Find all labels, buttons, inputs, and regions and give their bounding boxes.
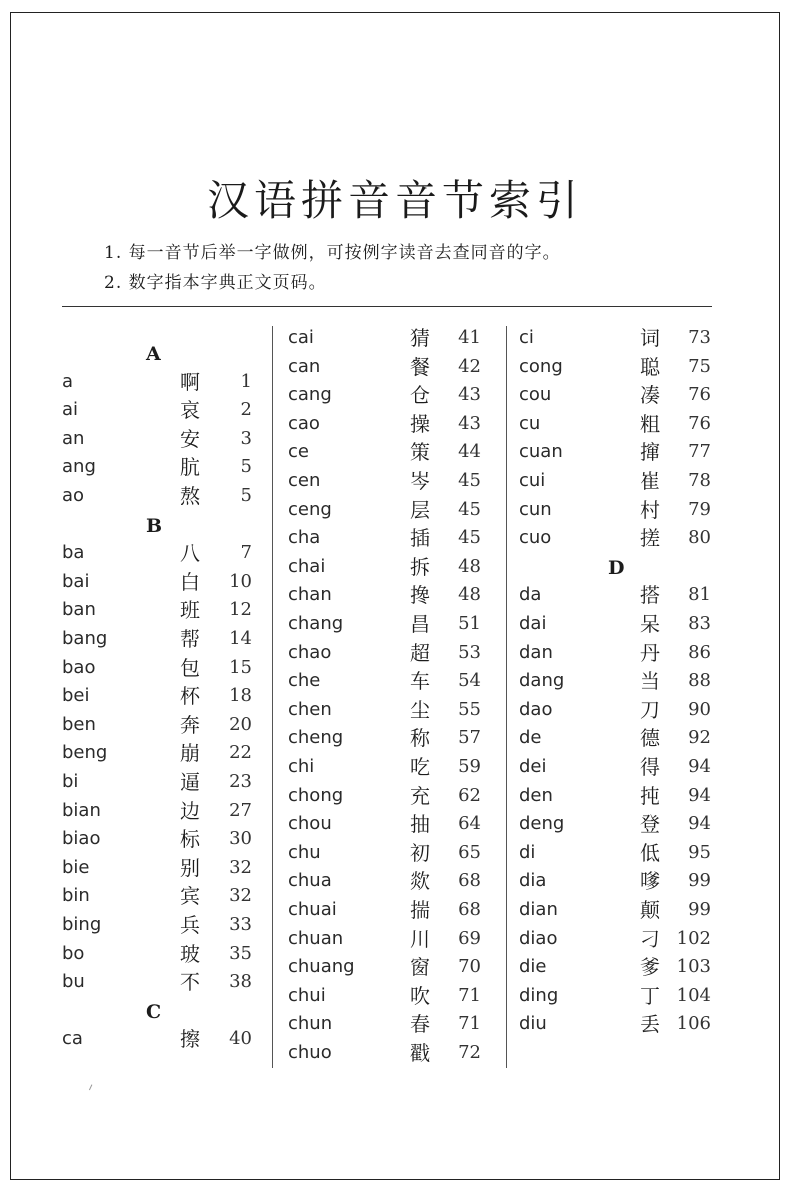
entry-pinyin: di bbox=[519, 841, 536, 863]
entry-pinyin: cheng bbox=[288, 727, 344, 749]
index-entry bbox=[519, 753, 711, 781]
index-entry bbox=[288, 1010, 481, 1038]
entry-pinyin: chen bbox=[288, 698, 332, 720]
entry-pinyin: chuo bbox=[288, 1042, 332, 1063]
index-entry bbox=[62, 940, 252, 968]
entry-page-number: 45 bbox=[458, 498, 481, 520]
index-entry bbox=[288, 467, 481, 495]
entry-pinyin: cou bbox=[519, 384, 552, 406]
index-entry bbox=[519, 410, 711, 438]
index-entry bbox=[519, 1010, 711, 1038]
entry-page-number: 76 bbox=[688, 384, 711, 406]
entry-page-number: 32 bbox=[229, 856, 252, 878]
entry-pinyin: beng bbox=[62, 742, 108, 764]
index-entry bbox=[62, 797, 252, 825]
entry-example-char: 不 bbox=[180, 970, 200, 995]
entry-pinyin: bian bbox=[62, 799, 101, 821]
entry-example-char: 超 bbox=[410, 640, 430, 665]
entry-page-number: 1 bbox=[240, 370, 252, 392]
entry-example-char: 策 bbox=[410, 440, 430, 465]
entry-page-number: 5 bbox=[240, 456, 252, 478]
entry-pinyin: ben bbox=[62, 713, 96, 735]
entry-example-char: 刀 bbox=[640, 697, 660, 722]
index-entry bbox=[62, 968, 252, 996]
entry-example-char: 逼 bbox=[180, 770, 200, 794]
entry-pinyin: cuo bbox=[519, 527, 552, 549]
index-entry bbox=[288, 953, 481, 981]
entry-page-number: 54 bbox=[458, 670, 481, 692]
index-entry bbox=[519, 639, 711, 667]
entry-example-char: 呆 bbox=[640, 612, 660, 636]
entry-example-char: 别 bbox=[180, 855, 200, 880]
index-entry bbox=[288, 353, 481, 381]
index-entry bbox=[288, 724, 481, 752]
entry-example-char: 爹 bbox=[640, 955, 660, 980]
entry-pinyin: bi bbox=[62, 771, 79, 792]
entry-pinyin: ceng bbox=[288, 498, 332, 520]
entry-example-char: 帮 bbox=[180, 627, 200, 651]
entry-page-number: 90 bbox=[688, 698, 711, 720]
index-entry bbox=[519, 353, 711, 381]
index-entry bbox=[519, 581, 711, 609]
entry-example-char: 层 bbox=[410, 497, 430, 522]
entry-example-char: 撺 bbox=[640, 440, 660, 465]
index-entry bbox=[62, 882, 252, 910]
entry-page-number: 103 bbox=[676, 956, 711, 978]
index-entry bbox=[519, 438, 711, 466]
entry-pinyin: deng bbox=[519, 813, 565, 835]
entry-example-char: 当 bbox=[640, 669, 660, 694]
index-entry bbox=[62, 739, 252, 767]
entry-page-number: 99 bbox=[688, 870, 711, 892]
entry-pinyin: bing bbox=[62, 914, 102, 935]
index-entry bbox=[288, 867, 481, 895]
index-entry bbox=[62, 625, 252, 653]
entry-example-char: 丹 bbox=[640, 640, 660, 665]
entry-page-number: 94 bbox=[688, 784, 711, 806]
index-entry bbox=[519, 839, 711, 867]
entry-page-number: 32 bbox=[229, 885, 252, 907]
entry-pinyin: bei bbox=[62, 685, 90, 707]
entry-example-char: 包 bbox=[180, 655, 200, 680]
entry-page-number: 38 bbox=[229, 971, 252, 993]
entry-example-char: 吹 bbox=[410, 983, 430, 1008]
entry-pinyin: chang bbox=[288, 613, 344, 634]
index-entry bbox=[288, 581, 481, 609]
entry-page-number: 76 bbox=[688, 412, 711, 434]
index-entry bbox=[288, 667, 481, 695]
index-entry bbox=[288, 639, 481, 667]
entry-example-char: 充 bbox=[410, 783, 430, 808]
entry-example-char: 登 bbox=[640, 812, 660, 837]
entry-example-char: 杯 bbox=[180, 684, 200, 709]
entry-page-number: 33 bbox=[229, 914, 252, 935]
entry-page-number: 81 bbox=[688, 584, 711, 606]
index-entry bbox=[288, 553, 481, 581]
index-entry bbox=[62, 396, 252, 424]
entry-pinyin: cong bbox=[519, 355, 563, 377]
entry-page-number: 64 bbox=[458, 813, 481, 835]
entry-example-char: 村 bbox=[640, 497, 660, 522]
section-letter: D bbox=[608, 556, 625, 579]
index-entry bbox=[288, 753, 481, 781]
entry-pinyin: cuan bbox=[519, 441, 563, 463]
entry-pinyin: dan bbox=[519, 641, 553, 663]
entry-example-char: 丁 bbox=[640, 983, 660, 1008]
entry-pinyin: dia bbox=[519, 870, 547, 892]
entry-pinyin: ang bbox=[62, 456, 96, 478]
entry-page-number: 30 bbox=[229, 828, 252, 850]
entry-example-char: 粗 bbox=[640, 411, 660, 436]
entry-pinyin: da bbox=[519, 584, 542, 606]
index-entry bbox=[519, 610, 711, 638]
entry-pinyin: cai bbox=[288, 327, 314, 348]
entry-pinyin: diu bbox=[519, 1013, 547, 1035]
entry-example-char: 崩 bbox=[180, 741, 200, 766]
entry-example-char: 称 bbox=[410, 726, 430, 751]
entry-page-number: 18 bbox=[229, 685, 252, 707]
entry-pinyin: ban bbox=[62, 599, 96, 621]
entry-page-number: 14 bbox=[229, 628, 252, 649]
entry-example-char: 八 bbox=[180, 541, 200, 566]
entry-pinyin: bu bbox=[62, 971, 85, 993]
entry-page-number: 68 bbox=[458, 870, 481, 892]
index-entry bbox=[62, 539, 252, 567]
entry-page-number: 15 bbox=[229, 656, 252, 678]
entry-page-number: 45 bbox=[458, 470, 481, 491]
entry-example-char: 班 bbox=[180, 598, 200, 623]
entry-example-char: 刁 bbox=[640, 926, 660, 951]
entry-example-char: 啊 bbox=[180, 369, 200, 394]
entry-page-number: 83 bbox=[688, 613, 711, 634]
entry-example-char: 尘 bbox=[410, 697, 430, 722]
entry-example-char: 插 bbox=[410, 526, 430, 551]
index-entry bbox=[62, 711, 252, 739]
entry-page-number: 10 bbox=[229, 570, 252, 592]
entry-example-char: 擦 bbox=[180, 1027, 200, 1052]
entry-pinyin: ci bbox=[519, 327, 534, 348]
header-rule bbox=[62, 306, 712, 307]
entry-example-char: 抽 bbox=[410, 812, 430, 837]
entry-pinyin: chui bbox=[288, 984, 326, 1006]
entry-pinyin: dian bbox=[519, 899, 558, 920]
index-entry bbox=[519, 782, 711, 810]
entry-page-number: 20 bbox=[229, 713, 252, 735]
entry-example-char: 哀 bbox=[180, 398, 200, 423]
entry-example-char: 欻 bbox=[410, 869, 430, 894]
entry-pinyin: chan bbox=[288, 584, 332, 606]
entry-example-char: 白 bbox=[180, 569, 200, 594]
entry-page-number: 73 bbox=[688, 327, 711, 348]
entry-pinyin: a bbox=[62, 370, 74, 392]
entry-example-char: 低 bbox=[640, 840, 660, 865]
index-entry bbox=[288, 982, 481, 1010]
entry-pinyin: cha bbox=[288, 527, 321, 549]
entry-pinyin: ba bbox=[62, 542, 85, 564]
section-letter: A bbox=[146, 343, 161, 365]
index-entry bbox=[519, 467, 711, 495]
entry-pinyin: die bbox=[519, 956, 547, 978]
entry-page-number: 79 bbox=[688, 498, 711, 520]
entry-example-char: 聪 bbox=[640, 354, 660, 379]
entry-pinyin: bo bbox=[62, 942, 85, 964]
entry-pinyin: cun bbox=[519, 498, 552, 520]
index-entry bbox=[519, 667, 711, 695]
entry-pinyin: chua bbox=[288, 870, 332, 892]
index-entry bbox=[519, 896, 711, 924]
entry-page-number: 95 bbox=[688, 841, 711, 863]
entry-page-number: 53 bbox=[458, 641, 481, 663]
index-entry bbox=[519, 724, 711, 752]
entry-example-char: 熬 bbox=[180, 484, 200, 508]
index-entry bbox=[288, 696, 481, 724]
entry-page-number: 71 bbox=[458, 984, 481, 1006]
index-entry bbox=[519, 381, 711, 409]
entry-example-char: 标 bbox=[180, 827, 200, 852]
entry-example-char: 词 bbox=[640, 326, 660, 350]
entry-pinyin: ca bbox=[62, 1028, 83, 1050]
note-2: 2. 数字指本字典正文页码。 bbox=[104, 273, 327, 293]
entry-page-number: 65 bbox=[458, 841, 481, 863]
index-entry bbox=[288, 438, 481, 466]
index-entry bbox=[519, 810, 711, 838]
entry-pinyin: bie bbox=[62, 856, 90, 878]
section-letter: C bbox=[146, 1000, 162, 1023]
index-entry bbox=[62, 568, 252, 596]
entry-page-number: 22 bbox=[229, 742, 252, 764]
entry-pinyin: can bbox=[288, 355, 321, 377]
entry-page-number: 77 bbox=[688, 441, 711, 463]
entry-example-char: 春 bbox=[410, 1012, 430, 1037]
entry-example-char: 猜 bbox=[410, 326, 430, 350]
index-entry bbox=[62, 854, 252, 882]
index-entry bbox=[519, 696, 711, 724]
entry-pinyin: ao bbox=[62, 485, 85, 506]
entry-page-number: 48 bbox=[458, 555, 481, 577]
entry-pinyin: bai bbox=[62, 570, 90, 592]
entry-example-char: 宾 bbox=[180, 884, 200, 909]
entry-example-char: 丢 bbox=[640, 1012, 660, 1037]
entry-page-number: 51 bbox=[458, 613, 481, 634]
entry-example-char: 仓 bbox=[410, 383, 430, 408]
index-entry bbox=[62, 654, 252, 682]
entry-pinyin: cen bbox=[288, 470, 321, 491]
entry-pinyin: de bbox=[519, 727, 542, 749]
entry-example-char: 搀 bbox=[410, 583, 430, 608]
index-entry bbox=[62, 911, 252, 939]
entry-page-number: 44 bbox=[458, 441, 481, 463]
entry-pinyin: ce bbox=[288, 441, 309, 463]
index-entry bbox=[288, 324, 481, 352]
index-entry bbox=[519, 324, 711, 352]
entry-example-char: 吃 bbox=[410, 755, 430, 779]
entry-page-number: 23 bbox=[229, 771, 252, 792]
entry-page-number: 43 bbox=[458, 412, 481, 434]
index-entry bbox=[288, 610, 481, 638]
index-entry bbox=[62, 368, 252, 396]
entry-page-number: 69 bbox=[458, 927, 481, 949]
index-entry bbox=[62, 596, 252, 624]
entry-page-number: 3 bbox=[240, 427, 252, 449]
entry-pinyin: chuan bbox=[288, 927, 344, 949]
entry-page-number: 99 bbox=[688, 899, 711, 920]
index-entry bbox=[519, 953, 711, 981]
entry-example-char: 戳 bbox=[410, 1041, 430, 1065]
entry-pinyin: dai bbox=[519, 613, 547, 634]
entry-pinyin: bao bbox=[62, 656, 96, 678]
entry-pinyin: chai bbox=[288, 555, 326, 577]
entry-pinyin: den bbox=[519, 784, 553, 806]
entry-pinyin: dang bbox=[519, 670, 565, 692]
entry-pinyin: biao bbox=[62, 828, 101, 850]
entry-page-number: 68 bbox=[458, 899, 481, 920]
entry-pinyin: chuai bbox=[288, 899, 337, 920]
entry-pinyin: cui bbox=[519, 470, 546, 491]
entry-pinyin: chu bbox=[288, 841, 321, 863]
entry-example-char: 搭 bbox=[640, 583, 660, 608]
entry-page-number: 55 bbox=[458, 698, 481, 720]
index-entry bbox=[288, 810, 481, 838]
entry-page-number: 86 bbox=[688, 641, 711, 663]
entry-example-char: 颠 bbox=[640, 898, 660, 922]
entry-example-char: 得 bbox=[640, 755, 660, 779]
entry-page-number: 40 bbox=[229, 1028, 252, 1050]
section-letter: B bbox=[146, 514, 163, 537]
entry-example-char: 初 bbox=[410, 840, 430, 865]
entry-page-number: 59 bbox=[458, 756, 481, 777]
index-entry bbox=[62, 482, 252, 510]
entry-example-char: 安 bbox=[180, 426, 200, 451]
entry-example-char: 操 bbox=[410, 411, 430, 436]
entry-page-number: 2 bbox=[240, 399, 252, 421]
index-entry bbox=[288, 496, 481, 524]
entry-page-number: 62 bbox=[458, 784, 481, 806]
entry-pinyin: dao bbox=[519, 698, 553, 720]
entry-page-number: 7 bbox=[240, 542, 252, 564]
entry-pinyin: an bbox=[62, 427, 85, 449]
entry-example-char: 岑 bbox=[410, 469, 430, 493]
page-title: 汉语拼音音节索引 bbox=[206, 176, 583, 225]
entry-page-number: 88 bbox=[688, 670, 711, 692]
entry-example-char: 川 bbox=[410, 926, 430, 951]
entry-page-number: 12 bbox=[229, 599, 252, 621]
index-entry bbox=[62, 825, 252, 853]
entry-page-number: 43 bbox=[458, 384, 481, 406]
entry-pinyin: cao bbox=[288, 412, 320, 434]
entry-example-char: 餐 bbox=[410, 354, 430, 379]
entry-page-number: 42 bbox=[458, 355, 481, 377]
entry-pinyin: diao bbox=[519, 927, 558, 949]
entry-page-number: 27 bbox=[229, 799, 252, 821]
entry-example-char: 昌 bbox=[410, 612, 430, 636]
index-entry bbox=[519, 982, 711, 1010]
entry-example-char: 德 bbox=[640, 726, 660, 751]
index-entry bbox=[519, 925, 711, 953]
entry-pinyin: chong bbox=[288, 784, 344, 806]
entry-pinyin: bang bbox=[62, 628, 108, 649]
entry-pinyin: bin bbox=[62, 885, 90, 907]
index-entry bbox=[288, 524, 481, 552]
entry-example-char: 车 bbox=[410, 669, 430, 694]
column-divider-1 bbox=[272, 326, 273, 1068]
entry-page-number: 41 bbox=[458, 327, 481, 348]
entry-pinyin: chuang bbox=[288, 956, 355, 978]
index-entry bbox=[288, 896, 481, 924]
entry-page-number: 75 bbox=[688, 355, 711, 377]
entry-example-char: 兵 bbox=[180, 913, 200, 937]
entry-example-char: 扽 bbox=[640, 783, 660, 808]
index-entry bbox=[62, 453, 252, 481]
entry-example-char: 搓 bbox=[640, 526, 660, 551]
entry-page-number: 94 bbox=[688, 813, 711, 835]
entry-pinyin: cu bbox=[519, 412, 541, 434]
index-entry bbox=[288, 1039, 481, 1067]
index-entry bbox=[288, 410, 481, 438]
entry-page-number: 104 bbox=[676, 984, 711, 1006]
entry-pinyin: ding bbox=[519, 984, 559, 1006]
entry-page-number: 70 bbox=[458, 956, 481, 978]
entry-pinyin: che bbox=[288, 670, 321, 692]
entry-pinyin: chao bbox=[288, 641, 332, 663]
index-entry bbox=[519, 496, 711, 524]
entry-pinyin: chi bbox=[288, 756, 315, 777]
entry-pinyin: chun bbox=[288, 1013, 333, 1035]
index-entry bbox=[288, 381, 481, 409]
entry-page-number: 72 bbox=[458, 1042, 481, 1063]
entry-page-number: 102 bbox=[676, 927, 711, 949]
entry-page-number: 80 bbox=[688, 527, 711, 549]
entry-example-char: 拆 bbox=[410, 554, 430, 579]
index-entry bbox=[519, 524, 711, 552]
entry-example-char: 揣 bbox=[410, 898, 430, 922]
entry-page-number: 57 bbox=[458, 727, 481, 749]
index-entry bbox=[62, 1025, 252, 1053]
entry-page-number: 78 bbox=[688, 470, 711, 491]
column-divider-2 bbox=[506, 326, 507, 1068]
index-entry bbox=[519, 867, 711, 895]
entry-example-char: 奔 bbox=[180, 712, 200, 737]
index-entry bbox=[62, 682, 252, 710]
entry-example-char: 边 bbox=[180, 798, 200, 823]
entry-example-char: 窗 bbox=[410, 955, 430, 980]
entry-page-number: 71 bbox=[458, 1013, 481, 1035]
entry-example-char: 嗲 bbox=[640, 869, 660, 894]
index-entry bbox=[288, 925, 481, 953]
index-entry bbox=[288, 782, 481, 810]
entry-example-char: 玻 bbox=[180, 941, 200, 966]
entry-page-number: 48 bbox=[458, 584, 481, 606]
entry-pinyin: chou bbox=[288, 813, 332, 835]
entry-page-number: 35 bbox=[229, 942, 252, 964]
entry-page-number: 92 bbox=[688, 727, 711, 749]
entry-pinyin: dei bbox=[519, 756, 547, 777]
note-1: 1. 每一音节后举一字做例，可按例字读音去查同音的字。 bbox=[104, 243, 561, 263]
entry-example-char: 凑 bbox=[640, 383, 660, 408]
index-entry bbox=[62, 768, 252, 796]
entry-example-char: 崔 bbox=[640, 469, 660, 493]
entry-example-char: 肮 bbox=[180, 455, 200, 480]
index-entry bbox=[288, 839, 481, 867]
entry-pinyin: ai bbox=[62, 399, 79, 421]
entry-page-number: 94 bbox=[688, 756, 711, 777]
entry-pinyin: cang bbox=[288, 384, 332, 406]
entry-page-number: 5 bbox=[240, 485, 252, 506]
entry-page-number: 106 bbox=[676, 1013, 711, 1035]
entry-page-number: 45 bbox=[458, 527, 481, 549]
index-entry bbox=[62, 425, 252, 453]
